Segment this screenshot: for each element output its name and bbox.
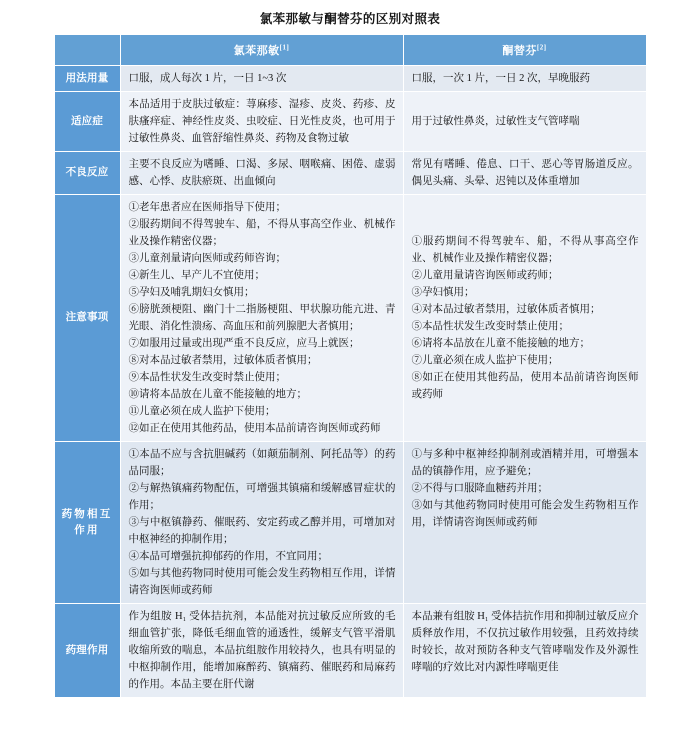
text-line: ①本品不应与含抗胆碱药（如颠茄制剂、阿托品等）的药品同服；: [128, 449, 396, 477]
text-line: ⑫如正在使用其他药品，使用本品前请咨询医师或药师: [128, 423, 381, 434]
text-line: ⑨本品性状发生改变时禁止使用；: [128, 372, 286, 383]
row-label-indications: 适应症: [54, 92, 120, 152]
text-line: 主要不良反应为嗜睡、口渴、多尿、咽喉痛、困倦、虚弱感、心悸、皮肤瘀斑、出血倾向: [128, 159, 396, 187]
text-line: ③孕妇慎用；: [411, 287, 475, 298]
cell-indications-drug-b: [403, 92, 646, 152]
text-line: ①服药期间不得驾驶车、船，不得从事高空作业、机械作业及操作精密仪器；: [411, 236, 639, 264]
text-line: ②不得与口服降血糖药并用；: [411, 483, 548, 494]
text-line: 本品适用于皮肤过敏症：荨麻疹、湿疹、皮炎、药疹、皮肤瘙痒症、神经性皮炎、虫咬症、日光性皮炎，也可用于过敏性鼻炎、血管舒缩性鼻炎、药物及食物过敏: [128, 99, 396, 144]
text-line: ⑧如正在使用其他药品，使用本品前请咨询医师或药师: [411, 372, 639, 400]
text-line: ⑦儿童必须在成人监护下使用；: [411, 355, 559, 366]
text-line: ⑤孕妇及哺乳期妇女慎用；: [128, 287, 255, 298]
text-line: 常见有嗜睡、倦息、口干、恶心等胃肠道反应。偶见头痛、头晕、迟钝以及体重增加: [411, 159, 639, 187]
text-line: ③与中枢镇静药、催眠药、安定药或乙醇并用，可增加对中枢神经的抑制作用；: [128, 517, 396, 545]
text-line: ④新生儿、早产儿不宜使用；: [128, 270, 265, 281]
table-corner-cell: [54, 35, 120, 66]
cell-adverse-reactions-drug-a: [120, 152, 403, 195]
table-header-row: [54, 35, 646, 66]
text-line: ⑦如服用过量或出现严重不良反应，应马上就医；: [128, 338, 360, 349]
cell-adverse-reactions-drug-b: [403, 152, 646, 195]
column-header-drug-b-footnote: [2]: [536, 43, 547, 52]
text-line: 本品兼有组胺 H₁ 受体拮抗作用和抑制过敏反应介质释放作用，不仅抗过敏作用较强，且药效持续时较长，故对预防各种支气管哮喘发作及外源性哮喘的疗效比对内源性哮喘更佳: [411, 611, 639, 673]
table-row-dosage: [54, 66, 646, 92]
row-label-adverse-reactions: 不良反应: [54, 152, 120, 195]
cell-pharmacology-drug-b: [403, 604, 646, 698]
text-line: ⑧对本品过敏者禁用，过敏体质者慎用；: [128, 355, 318, 366]
column-header-drug-b: [403, 35, 646, 66]
text-line: ③如与其他药物同时使用可能会发生药物相互作用，详情请咨询医师或药师: [411, 500, 639, 528]
text-line: ②与解热镇痛药物配伍，可增强其镇痛和缓解感冒症状的作用；: [128, 483, 396, 511]
table-row-drug-interactions: [54, 442, 646, 604]
text-line: ⑤本品性状发生改变时禁止使用；: [411, 321, 569, 332]
cell-dosage-drug-b: [403, 66, 646, 92]
table-body: [54, 66, 646, 698]
row-label-precautions: 注意事项: [54, 195, 120, 442]
column-header-drug-a-footnote: [1]: [279, 43, 290, 52]
column-header-drug-b-label: 酮替芬: [502, 45, 537, 57]
text-line: ①与多种中枢神经抑制剂或酒精并用，可增强本品的镇静作用，应予避免；: [411, 449, 639, 477]
cell-drug-interactions-drug-a: [120, 442, 403, 604]
column-header-drug-a-label: 氯苯那敏: [233, 45, 280, 57]
table-header: [54, 35, 646, 66]
cell-dosage-drug-a: [120, 66, 403, 92]
text-line: 口服，成人每次 1 片，一日 1~3 次: [128, 73, 287, 84]
text-line: ①老年患者应在医师指导下使用；: [128, 202, 286, 213]
row-label-drug-interactions: 药物相互作用: [54, 442, 120, 604]
text-line: ③儿童剂量请向医师或药师咨询；: [128, 253, 286, 264]
cell-indications-drug-a: [120, 92, 403, 152]
text-line: 用于过敏性鼻炎，过敏性支气管哮喘: [411, 116, 580, 127]
cell-precautions-drug-b: [403, 195, 646, 442]
row-label-dosage: 用法用量: [54, 66, 120, 92]
text-line: ⑪儿童必须在成人监护下使用；: [128, 406, 276, 417]
text-line: ⑩请将本品放在儿童不能接触的地方；: [128, 389, 307, 400]
table-row-indications: [54, 92, 646, 152]
text-line: 作为组胺 H₁ 受体拮抗剂，本品能对抗过敏反应所致的毛细血管扩张，降低毛细血管的通透性，缓解支气管平滑肌收缩所致的喘息，本品抗组胺作用较持久，也具有明显的中枢抑制作用，能增加麻醉药、镇痛药、催眠药和局麻药的作用。本品主要在肝代谢: [128, 611, 396, 690]
text-line: ⑥膀胱颈梗阻、幽门十二指肠梗阻、甲状腺功能亢进、青光眼、消化性溃疡、高血压和前列腺肥大者慎用；: [128, 304, 396, 332]
row-label-pharmacology: 药理作用: [54, 604, 120, 698]
page-title: 氯苯那敏与酮替芬的区别对照表: [259, 12, 441, 26]
cell-pharmacology-drug-a: [120, 604, 403, 698]
text-line: ④对本品过敏者禁用，过敏体质者慎用；: [411, 304, 601, 315]
text-line: ②儿童用量请咨询医师或药师；: [411, 270, 559, 281]
text-line: ②服药期间不得驾驶车、船，不得从事高空作业、机械作业及操作精密仪器；: [128, 219, 396, 247]
text-line: ⑤如与其他药物同时使用可能会发生药物相互作用，详情请咨询医师或药师: [128, 568, 396, 596]
cell-drug-interactions-drug-b: [403, 442, 646, 604]
text-line: 口服，一次 1 片，一日 2 次，早晚服药: [411, 73, 590, 84]
table-row-adverse-reactions: [54, 152, 646, 195]
text-line: ⑥请将本品放在儿童不能接触的地方；: [411, 338, 590, 349]
text-line: ④本品可增强抗抑郁药的作用，不宜同用；: [128, 551, 328, 562]
column-header-drug-a: [120, 35, 403, 66]
table-row-precautions: [54, 195, 646, 442]
cell-precautions-drug-a: [120, 195, 403, 442]
table-row-pharmacology: [54, 604, 646, 698]
comparison-table: [54, 34, 647, 698]
